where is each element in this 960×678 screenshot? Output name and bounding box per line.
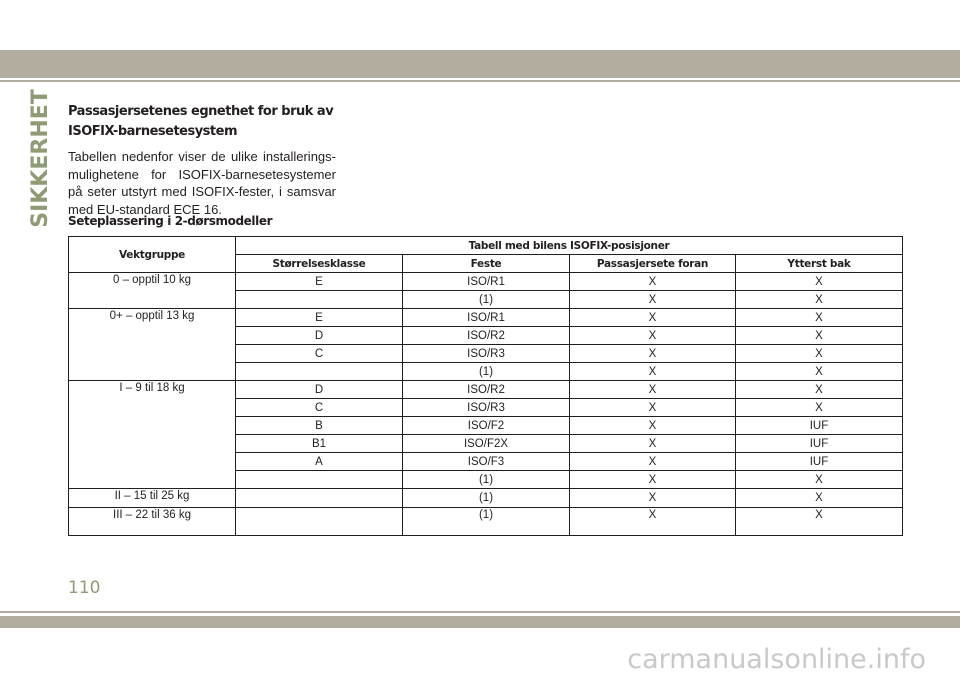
watermark [0,640,960,678]
intro-paragraph: Tabellen nedenfor viser de ulike installerings-mulighetene for ISOFIX-barnesetesystemer på seter utstyrt med ISOFIX-fester, i samsvar med EU-standard ECE 16. [68,149,336,217]
table-row [69,309,903,327]
header-fixture: Feste [403,255,570,273]
outer-rear-cell: IUF [736,435,903,453]
weight-group-cell: III – 22 til 36 kg [69,508,236,536]
footer-rule [0,611,960,613]
fixture-cell: (1) [403,489,570,508]
front-passenger-cell: X [570,399,736,417]
fixture-cell: (1) [403,471,570,489]
header-outer-rear: Ytterst bak [736,255,903,273]
header-isofix-positions: Tabell med bilens ISOFIX-posisjoner [236,237,903,255]
front-passenger-cell: X [570,273,736,291]
size-class-cell: D [236,327,403,345]
header-size-class: Størrelsesklasse [236,255,403,273]
front-passenger-cell: X [570,471,736,489]
header-front-passenger: Passasjersete foran [570,255,736,273]
size-class-cell [236,489,403,508]
front-passenger-cell: X [570,381,736,399]
size-class-cell: D [236,381,403,399]
header-weight-group: Vektgruppe [69,237,236,273]
fixture-cell: ISO/F2 [403,417,570,435]
front-passenger-cell: X [570,508,736,536]
outer-rear-cell: X [736,508,903,536]
front-passenger-cell: X [570,363,736,381]
outer-rear-cell: X [736,381,903,399]
isofix-table [68,236,903,536]
size-class-cell [236,363,403,381]
table-row [69,489,903,508]
section-label: SIKKERHET [27,88,53,228]
header-rule [0,80,960,82]
outer-rear-cell: X [736,471,903,489]
fixture-cell: (1) [403,363,570,381]
size-class-cell: C [236,345,403,363]
outer-rear-cell: IUF [736,417,903,435]
front-passenger-cell: X [570,435,736,453]
section-title: Passasjersetenes egnethet for bruk av ISOFIX-barnesetesystem [68,104,334,139]
table-header-row [69,237,903,255]
front-passenger-cell: X [570,453,736,471]
fixture-cell: (1) [403,291,570,309]
outer-rear-cell: IUF [736,453,903,471]
fixture-cell: ISO/F3 [403,453,570,471]
front-passenger-cell: X [570,291,736,309]
front-passenger-cell: X [570,327,736,345]
weight-group-cell: 0+ – opptil 13 kg [69,309,236,381]
outer-rear-cell: X [736,291,903,309]
table-row [69,508,903,536]
front-passenger-cell: X [570,489,736,508]
table-body [69,273,903,536]
outer-rear-cell: X [736,489,903,508]
size-class-cell [236,471,403,489]
size-class-cell: A [236,453,403,471]
outer-rear-cell: X [736,363,903,381]
front-passenger-cell: X [570,345,736,363]
watermark-text: carmanualsonline.info [627,643,926,675]
fixture-cell: ISO/R2 [403,381,570,399]
fixture-cell: ISO/R3 [403,399,570,417]
weight-group-cell: II – 15 til 25 kg [69,489,236,508]
front-passenger-cell: X [570,417,736,435]
front-passenger-cell: X [570,309,736,327]
fixture-cell: ISO/R1 [403,309,570,327]
header-band [0,50,960,78]
table-subheading: Seteplassering i 2-dørsmodeller [68,214,273,228]
outer-rear-cell: X [736,399,903,417]
size-class-cell: E [236,273,403,291]
outer-rear-cell: X [736,345,903,363]
fixture-cell: ISO/F2X [403,435,570,453]
fixture-cell: ISO/R1 [403,273,570,291]
section-tab [23,88,57,228]
size-class-cell [236,291,403,309]
table-row [69,273,903,291]
outer-rear-cell: X [736,327,903,345]
fixture-cell: ISO/R3 [403,345,570,363]
outer-rear-cell: X [736,273,903,291]
weight-group-cell: 0 – opptil 10 kg [69,273,236,309]
size-class-cell [236,508,403,536]
size-class-cell: C [236,399,403,417]
fixture-cell: (1) [403,508,570,536]
fixture-cell: ISO/R2 [403,327,570,345]
size-class-cell: B [236,417,403,435]
footer-band [0,616,960,628]
page-number: 110 [68,578,101,598]
table-row [69,381,903,399]
size-class-cell: E [236,309,403,327]
outer-rear-cell: X [736,309,903,327]
size-class-cell: B1 [236,435,403,453]
weight-group-cell: I – 9 til 18 kg [69,381,236,489]
